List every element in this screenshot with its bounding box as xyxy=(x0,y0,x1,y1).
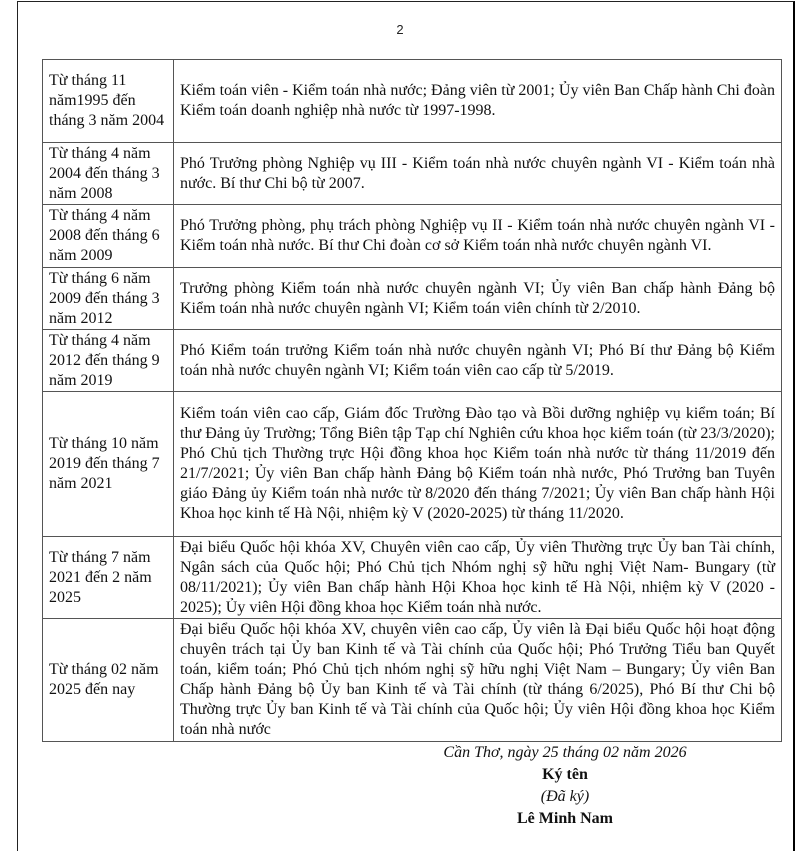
description-cell: Kiểm toán viên - Kiểm toán nhà nước; Đảng viên từ 2001; Ủy viên Ban Chấp hành Chi đoàn Kiểm toán doanh nghiệp nhà nước từ 1997-1998. xyxy=(174,60,782,143)
period-cell: Từ tháng 6 năm 2009 đến tháng 3 năm 2012 xyxy=(43,268,174,330)
table-row xyxy=(43,619,782,742)
description-cell: Trưởng phòng Kiểm toán nhà nước chuyên ngành VI; Ủy viên Ban chấp hành Đảng bộ Kiểm toán nhà nước chuyên ngành VI; Kiểm toán viên chính từ 2/2010. xyxy=(174,268,782,330)
description-cell: Phó Kiểm toán trưởng Kiểm toán nhà nước chuyên ngành VI; Phó Bí thư Đảng bộ Kiểm toán nhà nước chuyên ngành VI; Kiểm toán viên cao cấp từ 5/2019. xyxy=(174,330,782,392)
description-cell: Kiểm toán viên cao cấp, Giám đốc Trường Đào tạo và Bồi dưỡng nghiệp vụ kiểm toán; Bí thư Đảng ủy Trường; Tổng Biên tập Tạp chí Nghiên cứu khoa học kiểm toán (từ 23/3/2020); Phó Chủ tịch Thường trực Hội đồng khoa học Kiểm toán nhà nước từ tháng 11/2019 đến 21/7/2021; Ủy viên Ban chấp hành Đảng bộ Kiểm toán nhà nước, Phó Trưởng ban Tuyên giáo Đảng ủy Kiểm toán nhà nước từ 8/2020 đến tháng 7/2021; Ủy viên Ban chấp hành Hội Khoa học kinh tế Hà Nội, nhiệm kỳ V (2020-2025) từ tháng 11/2020. xyxy=(174,392,782,537)
table-row xyxy=(43,60,782,143)
period-cell: Từ tháng 11 năm1995 đến tháng 3 năm 2004 xyxy=(43,60,174,143)
period-cell: Từ tháng 4 năm 2012 đến tháng 9 năm 2019 xyxy=(43,330,174,392)
period-cell: Từ tháng 7 năm 2021 đến 2 năm 2025 xyxy=(43,537,174,619)
description-cell: Phó Trưởng phòng, phụ trách phòng Nghiệp vụ II - Kiểm toán nhà nước chuyên ngành VI - Kiểm toán nhà nước. Bí thư Chi đoàn cơ sở Kiểm toán nhà nước chuyên ngành VI. xyxy=(174,205,782,268)
table-row xyxy=(43,268,782,330)
period-cell: Từ tháng 10 năm 2019 đến tháng 7 năm 2021 xyxy=(43,392,174,537)
period-cell: Từ tháng 4 năm 2008 đến tháng 6 năm 2009 xyxy=(43,205,174,268)
description-cell: Đại biểu Quốc hội khóa XV, Chuyên viên cao cấp, Ủy viên Thường trực Ủy ban Tài chính, Ngân sách của Quốc hội; Phó Chủ tịch Nhóm nghị sỹ hữu nghị Việt Nam- Bungary (từ 08/11/2021); Ủy viên Ban chấp hành Hội Khoa học kinh tế Hà Nội, nhiệm kỳ V (2020 - 2025); Ủy viên Hội đồng khoa học Kiểm toán nhà nước. xyxy=(174,537,782,619)
page-number: 2 xyxy=(396,22,404,37)
signature-title: Ký tên xyxy=(542,766,588,783)
signed-note: (Đã ký) xyxy=(540,788,590,805)
table-row xyxy=(43,205,782,268)
table-row xyxy=(43,392,782,537)
signature-block xyxy=(400,742,730,830)
description-cell: Phó Trưởng phòng Nghiệp vụ III - Kiểm toán nhà nước chuyên ngành VI - Kiểm toán nhà nước. Bí thư Chi bộ từ 2007. xyxy=(174,143,782,205)
table-row xyxy=(43,330,782,392)
place-date: Cần Thơ, ngày 25 tháng 02 năm 2026 xyxy=(443,744,687,761)
career-table xyxy=(42,59,782,742)
description-cell: Đại biểu Quốc hội khóa XV, chuyên viên cao cấp, Ủy viên là Đại biểu Quốc hội hoạt động chuyên trách tại Ủy ban Kinh tế và Tài chính của Quốc hội; Phó Trưởng Tiểu ban Quyết toán, kiểm toán; Phó Chủ tịch nhóm nghị sỹ hữu nghị Việt Nam – Bungary; Ủy viên Ban Chấp hành Đảng bộ Ủy ban Kinh tế và Tài chính (từ tháng 6/2025), Phó Bí thư Chi bộ Thường trực Ủy ban Kinh tế và Tài chính của Quốc hội; Ủy viên Hội đồng khoa học Kiểm toán nhà nước xyxy=(174,619,782,742)
table-row xyxy=(43,537,782,619)
signer-name: Lê Minh Nam xyxy=(517,810,613,827)
table-row xyxy=(43,143,782,205)
period-cell: Từ tháng 4 năm 2004 đến tháng 3 năm 2008 xyxy=(43,143,174,205)
period-cell: Từ tháng 02 năm 2025 đến nay xyxy=(43,619,174,742)
